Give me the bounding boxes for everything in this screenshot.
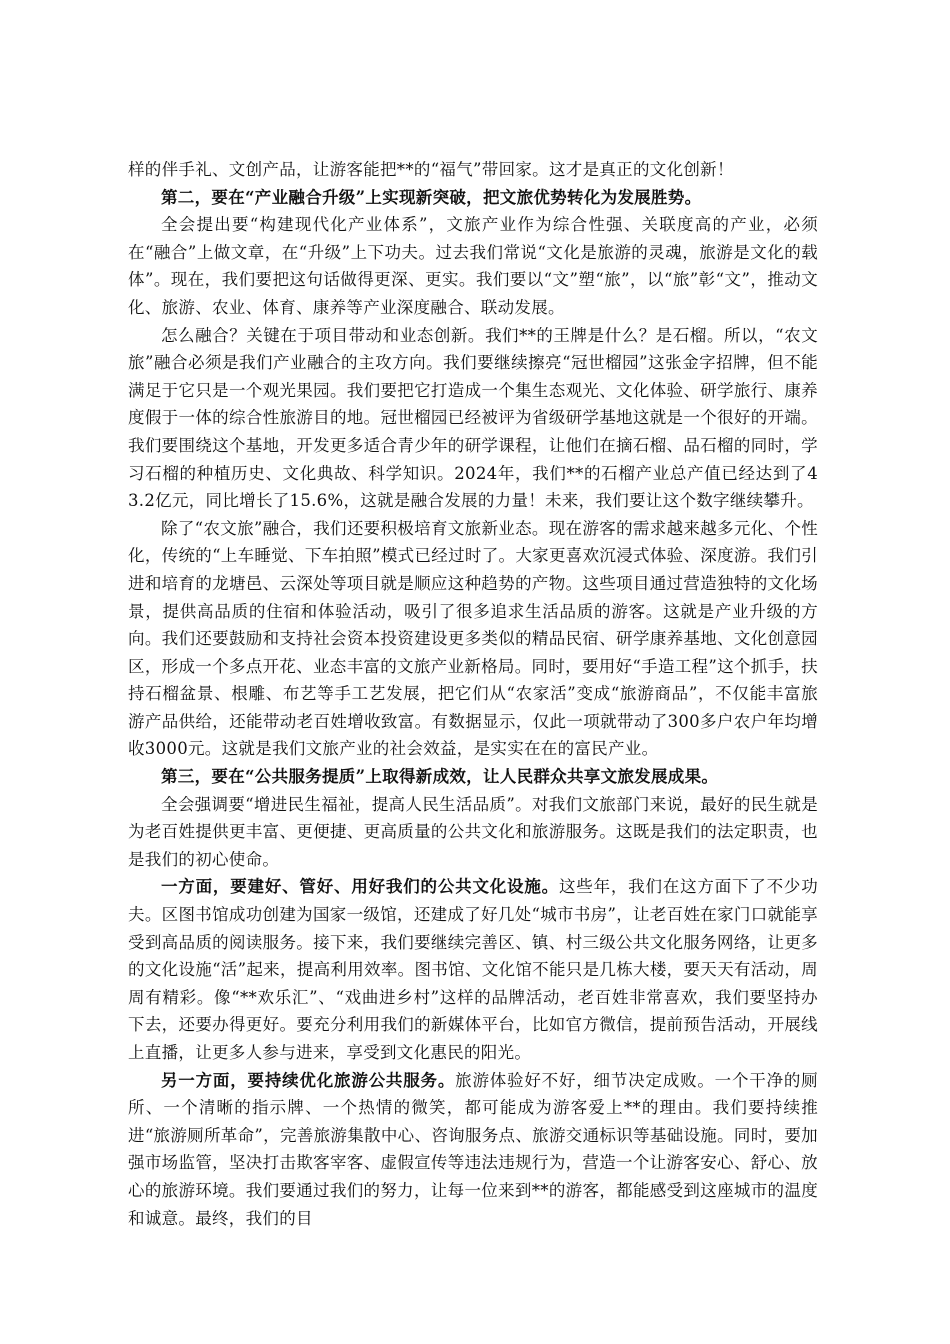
paragraph-lead-sentence: 另一方面，要持续优化旅游公共服务。 [161,1070,456,1090]
paragraph: 除了“农文旅”融合，我们还要积极培育文旅新业态。现在游客的需求越来越多元化、个性化，传统的“上车睡觉、下车拍照”模式已经过时了。大家更喜欢沉浸式体验、深度游。我们引进和培育的龙塘邑、云深处等项目就是顺应这种趋势的产物。这些项目通过营造独特的文化场景，提供高品质的住宿和体验活动，吸引了很多追求生活品质的游客。这就是产业升级的方向。我们还要鼓励和支持社会资本投资建设更多类似的精品民宿、研学康养基地、文化创意园区，形成一个多点开花、业态丰富的文旅产业新格局。同时，要用好“手造工程”这个抓手，扶持石榴盆景、根雕、布艺等手工艺发展，把它们从“农家活”变成“旅游商品”，不仅能丰富旅游产品供给，还能带动老百姓增收致富。有数据显示，仅此一项就带动了300多户农户年均增收3000元。这就是我们文旅产业的社会效益，是实实在在的富民产业。 [128,518,818,759]
document-page [128,156,818,1232]
paragraph-with-lead [128,873,818,1066]
section-heading-third: 第三，要在“公共服务提质”上取得新成效，让人民群众共享文旅发展成果。 [161,767,719,787]
paragraph-lead-sentence: 一方面，要建好、管好、用好我们的公共文化设施。 [161,877,559,897]
paragraph-body-text: 旅游体验好不好，细节决定成败。一个干净的厕所、一个清晰的指示牌、一个热情的微笑，都可能成为游客爱上**的理由。我们要持续推进“旅游厕所革命”，完善旅游集散中心、咨询服务点、旅游交通标识等基础设施。同时，要加强市场监管，坚决打击欺客宰客、虚假宣传等违法违规行为，营造一个让游客安心、舒心、放心的旅游环境。我们要通过我们的努力，让每一位来到**的游客，都能感受到这座城市的温度和诚意。最终，我们的目 [128,1070,818,1228]
section-heading-second: 第二，要在“产业融合升级”上实现新突破，把文旅优势转化为发展胜势。 [161,187,702,207]
paragraph: 怎么融合？关键在于项目带动和业态创新。我们**的王牌是什么？是石榴。所以，“农文旅”融合必须是我们产业融合的主攻方向。我们要继续擦亮“冠世榴园”这张金字招牌，但不能满足于它只是一个观光果园。我们要把它打造成一个集生态观光、文化体验、研学旅行、康养度假于一体的综合性旅游目的地。冠世榴园已经被评为省级研学基地这就是一个很好的开端。我们要围绕这个基地，开发更多适合青少年的研学课程，让他们在摘石榴、品石榴的同时，学习石榴的种植历史、文化典故、科学知识。2024年，我们**的石榴产业总产值已经达到了43.2亿元，同比增长了15.6%，这就是融合发展的力量！未来，我们要让这个数字继续攀升。 [128,325,818,511]
paragraph-with-lead [128,1067,818,1233]
paragraph-body-text: 这些年，我们在这方面下了不少功夫。区图书馆成功创建为国家一级馆，还建成了好几处“城市书房”，让老百姓在家门口就能享受到高品质的阅读服务。接下来，我们要继续完善区、镇、村三级公共文化服务网络，让更多的文化设施“活”起来，提高利用效率。图书馆、文化馆不能只是几栋大楼，要天天有活动，周周有精彩。像“**欢乐汇”、“戏曲进乡村”这样的品牌活动，老百姓非常喜欢，我们要坚持办下去，还要办得更好。要充分利用我们的新媒体平台，比如官方微信，提前预告活动，开展线上直播，让更多人参与进来，享受到文化惠民的阳光。 [128,877,819,1062]
paragraph-continuation: 样的伴手礼、文创产品，让游客能把**的“福气”带回家。这才是真正的文化创新！ [128,160,734,179]
paragraph: 全会强调要“增进民生福祉，提高人民生活品质”。对我们文旅部门来说，最好的民生就是为老百姓提供更丰富、更便捷、更高质量的公共文化和旅游服务。这既是我们的法定职责，也是我们的初心使命。 [128,794,818,869]
paragraph: 全会提出要“构建现代化产业体系”，文旅产业作为综合性强、关联度高的产业，必须在“融合”上做文章，在“升级”上下功夫。过去我们常说“文化是旅游的灵魂，旅游是文化的载体”。现在，我们要把这句话做得更深、更实。我们要以“文”塑“旅”，以“旅”彰“文”，推动文化、旅游、农业、体育、康养等产业深度融合、联动发展。 [128,215,818,317]
